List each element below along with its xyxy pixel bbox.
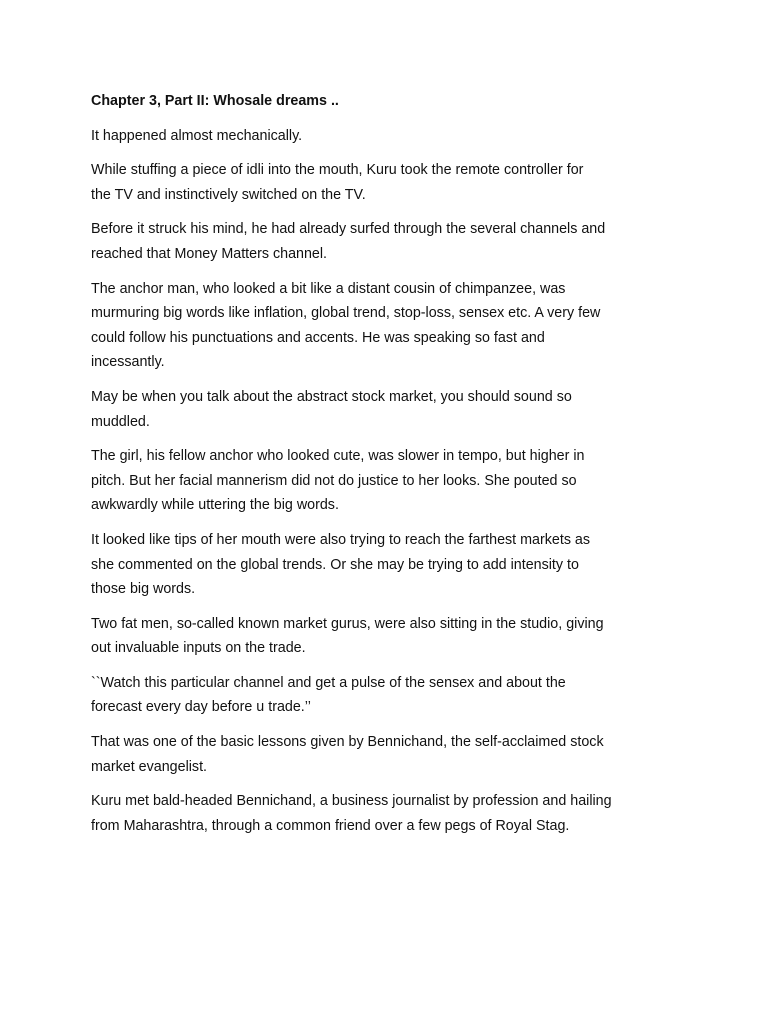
paragraph-line: ``Watch this particular channel and get a pulse of the sensex and about the [91,674,566,691]
paragraph [91,528,691,602]
paragraph-line: out invaluable inputs on the trade. [91,640,306,657]
paragraph-line: reached that Money Matters channel. [91,245,328,262]
paragraph-line: market evangelist. [91,758,208,775]
paragraph-line: The girl, his fellow anchor who looked cute, was slower in tempo, but higher in [91,448,585,465]
paragraph-line: It happened almost mechanically. [91,127,303,144]
paragraph-line: Two fat men, so-called known market gurus, were also sitting in the studio, giving [91,615,604,632]
paragraph-line: It looked like tips of her mouth were also trying to reach the farthest markets as [91,531,591,548]
paragraph-line: the TV and instinctively switched on the TV. [91,186,366,203]
paragraph [91,730,691,779]
paragraph-line: from Maharashtra, through a common friend over a few pegs of Royal Stag. [91,817,570,834]
paragraph-line: The anchor man, who looked a bit like a distant cousin of chimpanzee, was [91,280,566,297]
paragraph-line: she commented on the global trends. Or she may be trying to add intensity to [91,556,579,573]
paragraph-line: Kuru met bald-headed Bennichand, a business journalist by profession and hailing [91,793,612,810]
paragraph-line: those big words. [91,581,196,598]
paragraph-line: forecast every day before u trade.’’ [91,699,311,716]
paragraph-line: Before it struck his mind, he had already surfed through the several channels and [91,221,606,238]
paragraph [91,217,691,266]
paragraph [91,158,691,207]
paragraph-list [91,124,691,839]
paragraph [91,444,691,518]
paragraph-line: awkwardly while uttering the big words. [91,497,339,514]
paragraph-line: could follow his punctuations and accents. He was speaking so fast and [91,329,545,346]
paragraph [91,385,691,434]
paragraph-line: While stuffing a piece of idli into the mouth, Kuru took the remote controller for [91,162,584,179]
paragraph [91,671,691,720]
paragraph [91,277,691,375]
paragraph [91,789,691,838]
paragraph [91,612,691,661]
paragraph-line: May be when you talk about the abstract stock market, you should sound so [91,388,572,405]
paragraph-line: muddled. [91,413,150,430]
paragraph-line: incessantly. [91,354,165,371]
chapter-title: Chapter 3, Part II: Whosale dreams .. [91,93,339,109]
paragraph [91,124,691,149]
document-body [91,89,691,848]
paragraph-line: pitch. But her facial mannerism did not do justice to her looks. She pouted so [91,472,577,489]
paragraph-line: murmuring big words like inflation, global trend, stop-loss, sensex etc. A very few [91,305,601,322]
paragraph-line: That was one of the basic lessons given by Bennichand, the self-acclaimed stock [91,734,604,751]
